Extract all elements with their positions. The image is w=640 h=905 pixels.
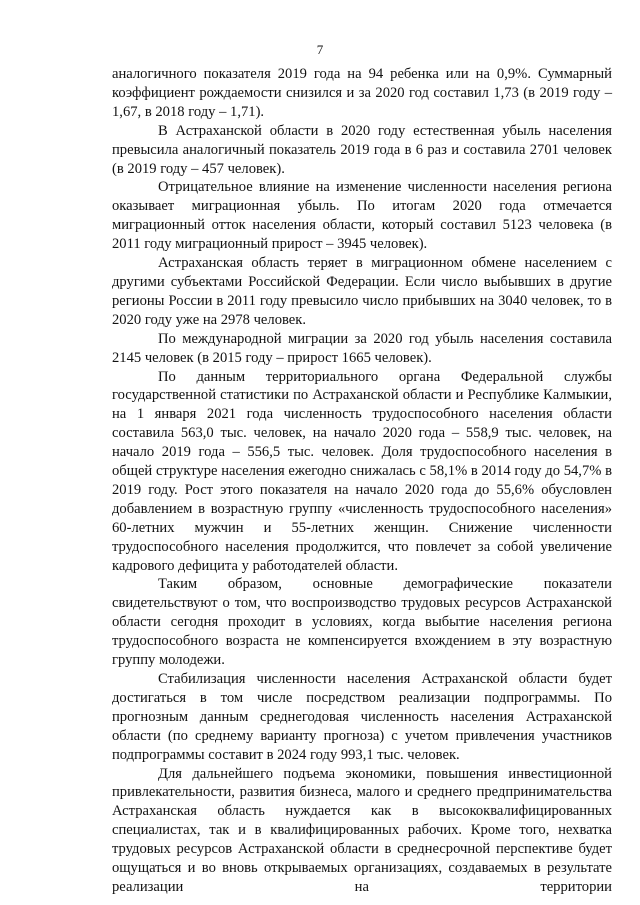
paragraph-migration-loss: Отрицательное влияние на изменение численности населения региона оказывает миграционная убыль. По итогам 2020 года отмечается миграционный отток населения области, который составил 5123 человека (в 2011 году миграционный прирост – 3945 человек). [112,179,612,253]
paragraph-demographic-conclusion: Таким образом, основные демографические показатели свидетельствуют о том, что воспроизводство трудовых ресурсов Астраханской области сегодня проходит в условиях, когда выбытие населения региона трудоспособного возраста не компенсируется вхождением в эту возрастную группу молодежи. [112,576,612,669]
document-body [112,65,612,897]
page-number: 7 [316,42,324,57]
paragraph-population-stabilization: Стабилизация численности населения Астраханской области будет достигаться в том числе посредством реализации подпрограммы. По прогнозным данным среднегодовая численность населения Астраханской области (по среднему варианту прогноза) с учетом привлечения участников подпрограммы составит в 2024 году 993,1 тыс. человек. [112,671,612,763]
paragraph-international-migration: По международной миграции за 2020 год убыль населения составила 2145 человек (в 2015 году – прирост 1665 человек). [112,330,612,366]
paragraph-working-age-population: По данным территориального органа Федеральной службы государственной статистики по Астраханской области и Республике Калмыкии, на 1 января 2021 года численность трудоспособного населения области составила 563,0 тыс. человек, на начало 2020 года – 558,9 тыс. человек, на начало 2019 года – 556,5 тыс. человек. Доля трудоспособного населения в общей структуре населения ежегодно снижалась с 58,1% в 2014 году до 54,7% в 2019 году. Рост этого показателя на начало 2020 года до 55,6% обусловлен добавлением в возрастную группу «численность трудоспособного населения» 60-летних мужчин и 55-летних женщин. Снижение численности трудоспособного населения продолжится, что повлечет за собой увеличение кадрового дефицита у работодателей области. [112,368,612,574]
paragraph-natural-decline: В Астраханской области в 2020 году естественная убыль населения превысила аналогичный показатель 2019 года в 6 раз и составила 2701 человек (в 2019 году – 457 человек). [112,122,612,177]
paragraph-birth-rate: аналогичного показателя 2019 года на 94 ребенка или на 0,9%. Суммарный коэффициент рождаемости снизился и за 2020 год составил 1,73 (в 2019 году – 1,67, в 2018 году – 1,71). [112,66,612,120]
paragraph-workforce-needs: Для дальнейшего подъема экономики, повышения инвестиционной привлекательности, развития бизнеса, малого и среднего предпринимательства Астраханская область нуждается как в высококвалифицированных специалистах, так и в квалифицированных рабочих. Кроме того, нехватка трудовых ресурсов Астраханской области в среднесрочной перспективе будет ощущаться и во вновь открываемых организациях, создаваемых в результате реализации на территории [112,765,612,895]
paragraph-interregional-migration: Астраханская область теряет в миграционном обмене населением с другими субъектами Российской Федерации. Если число выбывших в другие регионы России в 2011 году превысило число прибывших на 3040 человек, то в 2020 году уже на 2978 человек. [112,255,612,328]
